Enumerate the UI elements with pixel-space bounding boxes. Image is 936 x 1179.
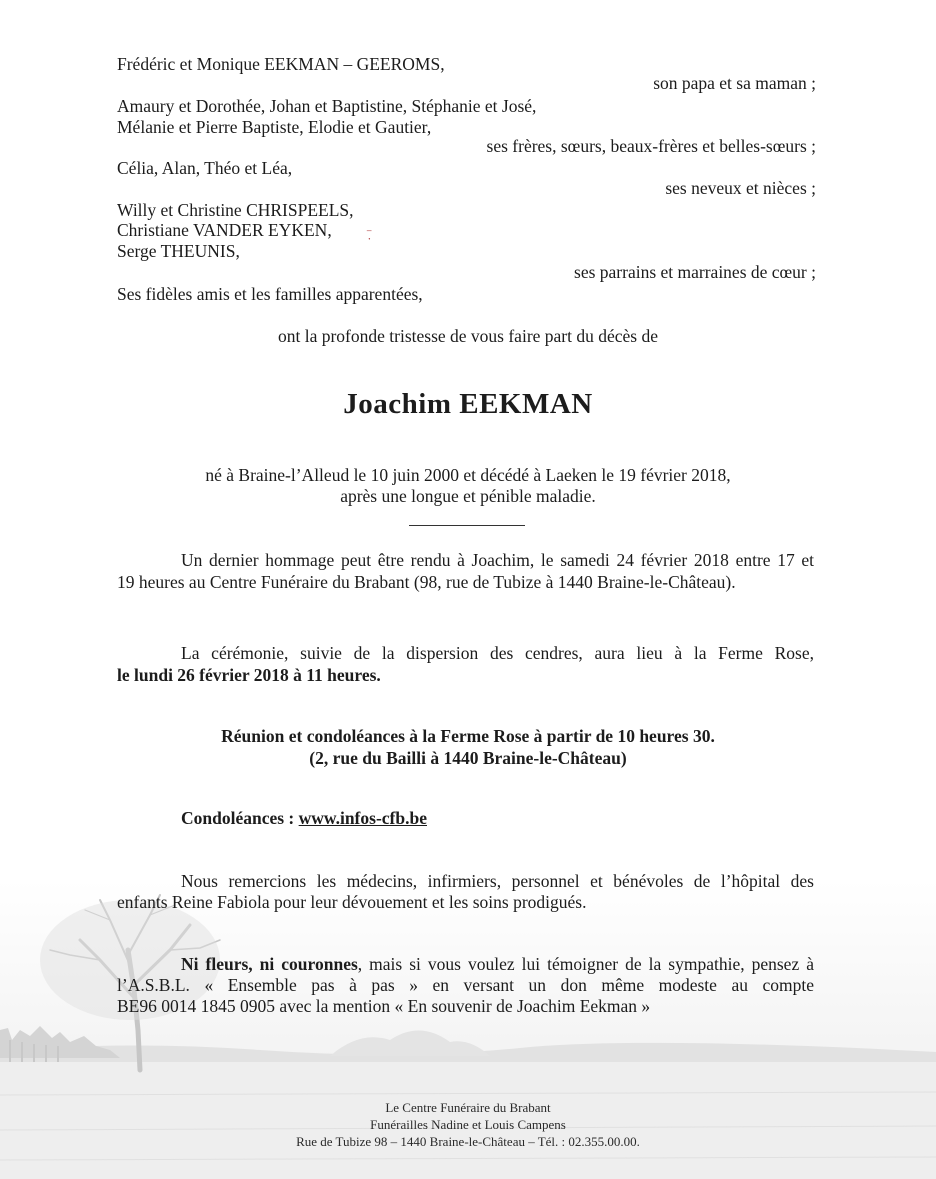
condolences-label: Condoléances :	[181, 808, 295, 828]
thanks-line-1: Nous remercions les médecins, infirmiers, personnel et bénévoles de l’hôpital des	[181, 871, 814, 891]
reunion-line-2: (2, rue du Bailli à 1440 Braine-le-Château)	[309, 748, 627, 768]
illness-line: après une longue et pénible maladie.	[340, 486, 596, 506]
footer-line-1: Le Centre Funéraire du Brabant	[385, 1100, 551, 1115]
condolences-line	[181, 808, 427, 829]
flowers-line-3: BE96 0014 1845 0905 avec la mention « En souvenir de Joachim Eekman »	[117, 996, 651, 1016]
birth-death-line: né à Braine-l’Alleud le 10 juin 2000 et décédé à Laeken le 19 février 2018,	[205, 465, 731, 485]
announcement: ont la profonde tristesse de vous faire part du décès de	[277, 326, 658, 346]
thanks-line-2: enfants Reine Fabiola pour leur dévouement et les soins prodigués.	[117, 892, 587, 912]
godparents-line-3: Serge THEUNIS,	[117, 241, 240, 261]
godparents-line-1: Willy et Christine CHRISPEELS,	[117, 200, 354, 220]
godparents-role: ses parrains et marraines de cœur ;	[574, 262, 816, 282]
footer-line-3: Rue de Tubize 98 – 1440 Braine-le-Château – Tél. : 02.355.00.00.	[296, 1134, 640, 1149]
siblings-line-1: Amaury et Dorothée, Johan et Baptistine, Stéphanie et José,	[117, 96, 537, 116]
deceased-name: Joachim EEKMAN	[343, 388, 593, 420]
separator-rule	[409, 525, 525, 526]
parents-role: son papa et sa maman ;	[653, 73, 816, 93]
hommage-line-2: 19 heures au Centre Funéraire du Brabant (98, rue de Tubize à 1440 Braine-le-Château).	[117, 572, 736, 592]
nephews-role: ses neveux et nièces ;	[665, 178, 816, 198]
condolences-link[interactable]: www.infos-cfb.be	[298, 808, 427, 828]
ceremony-date: le lundi 26 février 2018 à 11 heures.	[117, 665, 381, 685]
godparents-line-2: Christiane VANDER EYKEN,	[117, 220, 332, 240]
ink-mark: ⁻̣	[366, 226, 373, 240]
nephews-names: Célia, Alan, Théo et Léa,	[117, 158, 293, 178]
ceremony-line-1: La cérémonie, suivie de la dispersion des cendres, aura lieu à la Ferme Rose,	[181, 643, 814, 663]
friends-line: Ses fidèles amis et les familles apparentées,	[117, 284, 423, 304]
flowers-line-2: l’A.S.B.L. « Ensemble pas à pas » en versant un don même modeste au compte	[117, 975, 814, 995]
flowers-bold: Ni fleurs, ni couronnes	[181, 954, 358, 974]
siblings-line-2: Mélanie et Pierre Baptiste, Elodie et Gautier,	[117, 117, 432, 137]
siblings-role: ses frères, sœurs, beaux-frères et belles-sœurs ;	[486, 136, 816, 156]
flowers-line-1: , mais si vous voulez lui témoigner de la sympathie, pensez à	[357, 954, 815, 974]
hommage-line-1: Un dernier hommage peut être rendu à Joachim, le samedi 24 février 2018 entre 17 et	[181, 550, 814, 570]
parents-names: Frédéric et Monique EEKMAN – GEEROMS,	[117, 54, 445, 74]
footer-line-2: Funérailles Nadine et Louis Campens	[370, 1117, 566, 1132]
reunion-line-1: Réunion et condoléances à la Ferme Rose à partir de 10 heures 30.	[221, 726, 715, 746]
